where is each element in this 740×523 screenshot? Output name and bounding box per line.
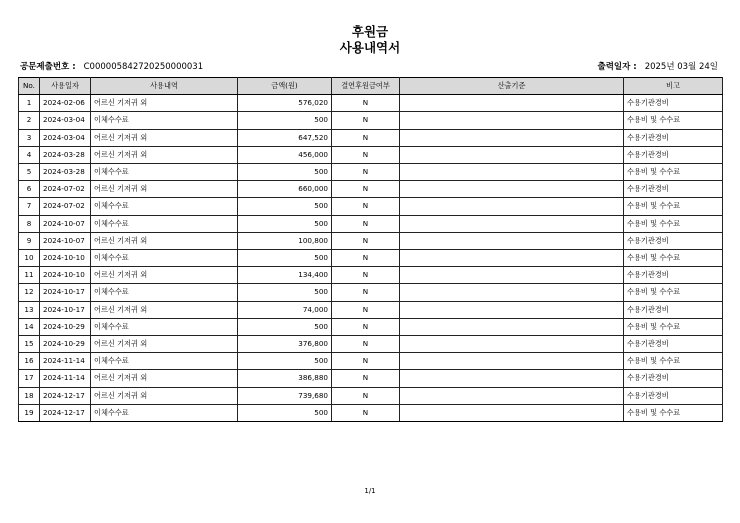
cell-date: 2024-12-17 [40, 387, 91, 404]
cell-no: 9 [19, 232, 40, 249]
table-row [19, 112, 723, 129]
cell-date: 2024-10-17 [40, 284, 91, 301]
cell-note: 수용비 및 수수료 [624, 318, 723, 335]
page-indicator: 1/1 [364, 487, 376, 495]
cell-no: 5 [19, 164, 40, 181]
table-row [19, 215, 723, 232]
cell-related: N [332, 267, 400, 284]
cell-basis [400, 250, 624, 267]
table-row [19, 387, 723, 404]
cell-amount: 500 [238, 164, 332, 181]
cell-basis [400, 267, 624, 284]
cell-amount: 74,000 [238, 301, 332, 318]
cell-desc: 어르신 기저귀 외 [91, 387, 238, 404]
cell-desc: 이체수수료 [91, 404, 238, 421]
cell-desc: 어르신 기저귀 외 [91, 267, 238, 284]
cell-note: 수용기관경비 [624, 267, 723, 284]
cell-amount: 500 [238, 215, 332, 232]
cell-related: N [332, 284, 400, 301]
col-header-amount: 금액(원) [238, 78, 332, 95]
cell-basis [400, 129, 624, 146]
cell-basis [400, 370, 624, 387]
cell-amount: 500 [238, 284, 332, 301]
cell-note: 수용비 및 수수료 [624, 250, 723, 267]
cell-date: 2024-07-02 [40, 198, 91, 215]
cell-related: N [332, 404, 400, 421]
table-row [19, 318, 723, 335]
cell-related: N [332, 301, 400, 318]
cell-related: N [332, 215, 400, 232]
table-row [19, 301, 723, 318]
cell-no: 18 [19, 387, 40, 404]
cell-desc: 이체수수료 [91, 215, 238, 232]
table-row [19, 129, 723, 146]
cell-note: 수용비 및 수수료 [624, 164, 723, 181]
cell-basis [400, 198, 624, 215]
cell-date: 2024-10-29 [40, 318, 91, 335]
cell-no: 8 [19, 215, 40, 232]
cell-related: N [332, 387, 400, 404]
document-subtitle: 사용내역서 [339, 40, 401, 55]
cell-desc: 이체수수료 [91, 112, 238, 129]
cell-no: 11 [19, 267, 40, 284]
cell-date: 2024-10-29 [40, 336, 91, 353]
cell-no: 16 [19, 353, 40, 370]
cell-note: 수용기관경비 [624, 181, 723, 198]
cell-no: 17 [19, 370, 40, 387]
cell-related: N [332, 353, 400, 370]
cell-date: 2024-10-10 [40, 250, 91, 267]
table-row [19, 181, 723, 198]
table-row [19, 146, 723, 163]
cell-note: 수용기관경비 [624, 146, 723, 163]
cell-no: 14 [19, 318, 40, 335]
cell-basis [400, 336, 624, 353]
cell-date: 2024-07-02 [40, 181, 91, 198]
cell-desc: 어르신 기저귀 외 [91, 370, 238, 387]
cell-desc: 이체수수료 [91, 318, 238, 335]
cell-date: 2024-10-07 [40, 232, 91, 249]
doc-number-label: 공문제출번호 : [20, 62, 76, 72]
cell-no: 12 [19, 284, 40, 301]
cell-note: 수용기관경비 [624, 232, 723, 249]
cell-no: 1 [19, 95, 40, 112]
cell-desc: 이체수수료 [91, 284, 238, 301]
cell-date: 2024-11-14 [40, 370, 91, 387]
cell-related: N [332, 318, 400, 335]
cell-amount: 660,000 [238, 181, 332, 198]
cell-desc: 어르신 기저귀 외 [91, 232, 238, 249]
cell-no: 4 [19, 146, 40, 163]
cell-date: 2024-10-17 [40, 301, 91, 318]
cell-basis [400, 387, 624, 404]
col-header-desc: 사용내역 [91, 78, 238, 95]
cell-no: 19 [19, 404, 40, 421]
table-row [19, 267, 723, 284]
cell-related: N [332, 112, 400, 129]
cell-note: 수용기관경비 [624, 95, 723, 112]
table-row [19, 250, 723, 267]
col-header-date: 사용일자 [40, 78, 91, 95]
cell-no: 2 [19, 112, 40, 129]
cell-related: N [332, 95, 400, 112]
cell-related: N [332, 146, 400, 163]
cell-no: 3 [19, 129, 40, 146]
document-title: 후원금 [351, 24, 389, 39]
cell-related: N [332, 232, 400, 249]
cell-basis [400, 215, 624, 232]
col-header-no: No. [19, 78, 40, 95]
cell-date: 2024-03-28 [40, 164, 91, 181]
table-row [19, 370, 723, 387]
table-row [19, 164, 723, 181]
table-row [19, 198, 723, 215]
cell-desc: 이체수수료 [91, 164, 238, 181]
doc-number-section [20, 62, 203, 73]
cell-note: 수용기관경비 [624, 370, 723, 387]
print-date-label: 출력일자 : [597, 62, 637, 72]
cell-note: 수용기관경비 [624, 387, 723, 404]
cell-basis [400, 301, 624, 318]
cell-amount: 739,680 [238, 387, 332, 404]
cell-amount: 134,400 [238, 267, 332, 284]
cell-desc: 이체수수료 [91, 250, 238, 267]
cell-date: 2024-10-07 [40, 215, 91, 232]
cell-amount: 576,020 [238, 95, 332, 112]
cell-amount: 500 [238, 404, 332, 421]
cell-amount: 100,800 [238, 232, 332, 249]
cell-note: 수용비 및 수수료 [624, 112, 723, 129]
cell-basis [400, 112, 624, 129]
cell-amount: 500 [238, 353, 332, 370]
table-row [19, 336, 723, 353]
table-body [19, 95, 723, 422]
cell-no: 13 [19, 301, 40, 318]
cell-related: N [332, 181, 400, 198]
cell-no: 10 [19, 250, 40, 267]
cell-note: 수용비 및 수수료 [624, 215, 723, 232]
table-row [19, 404, 723, 421]
col-header-note: 비고 [624, 78, 723, 95]
cell-amount: 647,520 [238, 129, 332, 146]
cell-basis [400, 95, 624, 112]
doc-number-value: C000005842720250000031 [83, 62, 204, 72]
cell-no: 6 [19, 181, 40, 198]
cell-basis [400, 232, 624, 249]
cell-desc: 이체수수료 [91, 353, 238, 370]
cell-note: 수용비 및 수수료 [624, 198, 723, 215]
table-row [19, 232, 723, 249]
cell-amount: 500 [238, 112, 332, 129]
cell-related: N [332, 250, 400, 267]
cell-related: N [332, 198, 400, 215]
cell-note: 수용기관경비 [624, 301, 723, 318]
cell-related: N [332, 164, 400, 181]
cell-basis [400, 146, 624, 163]
print-date-section [597, 62, 718, 73]
cell-desc: 어르신 기저귀 외 [91, 95, 238, 112]
print-date-value: 2025년 03월 24일 [644, 62, 718, 72]
cell-note: 수용비 및 수수료 [624, 353, 723, 370]
cell-desc: 어르신 기저귀 외 [91, 181, 238, 198]
cell-note: 수용기관경비 [624, 336, 723, 353]
cell-amount: 376,800 [238, 336, 332, 353]
table-row [19, 353, 723, 370]
table-row [19, 284, 723, 301]
cell-date: 2024-03-28 [40, 146, 91, 163]
cell-desc: 어르신 기저귀 외 [91, 146, 238, 163]
cell-amount: 500 [238, 250, 332, 267]
col-header-related: 결연후원금여부 [332, 78, 400, 95]
cell-date: 2024-03-04 [40, 129, 91, 146]
cell-basis [400, 318, 624, 335]
table-header-row [19, 78, 723, 95]
cell-date: 2024-11-14 [40, 353, 91, 370]
table-row [19, 95, 723, 112]
cell-related: N [332, 370, 400, 387]
cell-date: 2024-12-17 [40, 404, 91, 421]
cell-note: 수용비 및 수수료 [624, 284, 723, 301]
cell-note: 수용기관경비 [624, 129, 723, 146]
cell-desc: 어르신 기저귀 외 [91, 301, 238, 318]
col-header-basis: 산출기준 [400, 78, 624, 95]
cell-amount: 456,000 [238, 146, 332, 163]
cell-basis [400, 404, 624, 421]
cell-related: N [332, 336, 400, 353]
cell-no: 7 [19, 198, 40, 215]
cell-basis [400, 284, 624, 301]
usage-table [18, 77, 723, 422]
cell-basis [400, 181, 624, 198]
cell-date: 2024-02-06 [40, 95, 91, 112]
cell-amount: 500 [238, 198, 332, 215]
cell-basis [400, 353, 624, 370]
cell-basis [400, 164, 624, 181]
cell-desc: 어르신 기저귀 외 [91, 336, 238, 353]
cell-amount: 386,880 [238, 370, 332, 387]
cell-desc: 이체수수료 [91, 198, 238, 215]
cell-desc: 어르신 기저귀 외 [91, 129, 238, 146]
cell-date: 2024-10-10 [40, 267, 91, 284]
cell-date: 2024-03-04 [40, 112, 91, 129]
cell-no: 15 [19, 336, 40, 353]
cell-note: 수용비 및 수수료 [624, 404, 723, 421]
cell-related: N [332, 129, 400, 146]
cell-amount: 500 [238, 318, 332, 335]
